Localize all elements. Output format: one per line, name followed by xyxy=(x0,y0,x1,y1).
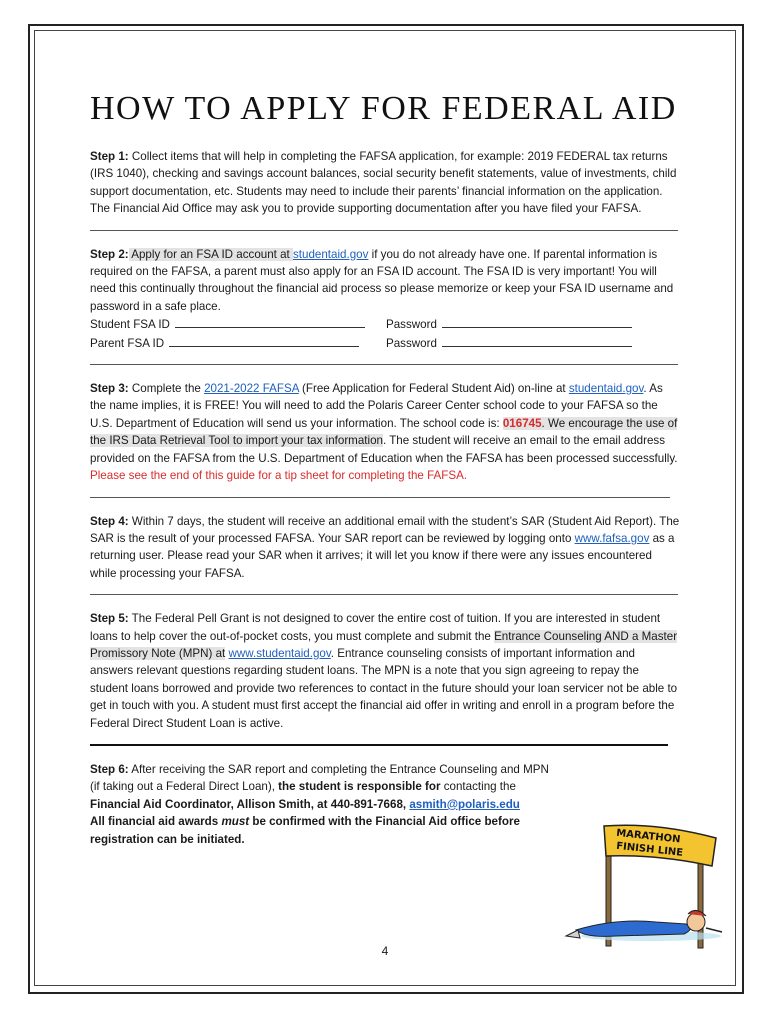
step-6-bold-d: be confirmed with the Financial Aid office before registration can be initiated. xyxy=(90,815,520,846)
step-3-text-a: Complete the xyxy=(128,382,205,396)
step-3-text-d: . We encourage the use of the IRS Data Retrieval Tool to import your tax information xyxy=(90,416,678,448)
student-password-label: Password xyxy=(386,318,437,332)
step-4-paragraph xyxy=(90,513,680,583)
banner-text-2: FINISH LINE xyxy=(615,840,684,859)
student-fsa-id-field[interactable] xyxy=(90,315,386,333)
parent-id-row xyxy=(90,334,680,352)
marathon-finish-line-illustration xyxy=(556,818,726,950)
student-fsa-id-blank[interactable] xyxy=(175,315,365,328)
student-fsa-id-label: Student FSA ID xyxy=(90,318,170,332)
separator-line-thick xyxy=(90,744,668,746)
step-2-paragraph xyxy=(90,246,680,316)
student-id-row xyxy=(90,315,680,333)
step-6-label: Step 6: xyxy=(90,762,129,776)
coordinator-contact: Financial Aid Coordinator, Allison Smith, at 440-891-7668, xyxy=(90,797,410,811)
step-2-text-a: Apply for an FSA ID account at xyxy=(128,247,293,261)
tip-sheet-note: Please see the end of this guide for a tip sheet for completing the FAFSA. xyxy=(90,469,468,483)
step-1-paragraph xyxy=(90,148,680,218)
step-6-text-a: After receiving the SAR report and completing the Entrance Counseling and MPN (if taking out a Federal Direct Loan), xyxy=(90,762,549,794)
step-6-must: must xyxy=(221,815,250,829)
step-3-text-b: (Free Application for Federal Student Aid) on-line at xyxy=(298,382,569,396)
page-number: 4 xyxy=(381,944,389,958)
runner-shoe xyxy=(566,930,580,938)
step-2-label: Step 2: xyxy=(90,247,129,261)
step-5-paragraph xyxy=(90,610,680,732)
fafsa-link[interactable]: 2021-2022 FAFSA xyxy=(204,382,299,396)
parent-fsa-id-label: Parent FSA ID xyxy=(90,336,165,350)
parent-password-blank[interactable] xyxy=(442,334,632,347)
separator-line xyxy=(90,497,670,498)
step-6-block xyxy=(90,761,550,848)
www-studentaid-link[interactable]: www.studentaid.gov xyxy=(228,646,331,660)
parent-password-label: Password xyxy=(386,336,437,350)
step-5-label: Step 5: xyxy=(90,612,129,626)
step-1-label: Step 1: xyxy=(90,150,129,163)
parent-password-field[interactable] xyxy=(386,334,632,352)
step-6-bold-c: All financial aid awards xyxy=(90,815,222,829)
step-6-text-b: contacting the xyxy=(440,780,516,794)
student-password-blank[interactable] xyxy=(442,315,632,328)
step-6-bold-a: the student is responsible for xyxy=(278,780,441,794)
runner-arm xyxy=(706,928,722,932)
coordinator-email-link[interactable]: asmith@polaris.edu xyxy=(409,797,520,811)
entrance-counseling-highlight: Entrance Counseling AND a Master Promissory Note (MPN) at xyxy=(90,629,678,660)
step-1-text: Collect items that will help in completing the FAFSA application, for example: 2019 FEDERAL tax returns (IRS 1040), checking and savings account balances, social security benefit statements, value of investments, child support documentation, etc. Students may need to include their parents’ financial information on the application. The Financial Aid Office may ask you to provide supporting documentation after you have filed your FAFSA. xyxy=(90,150,677,216)
step-4-text-a: Within 7 days, the student will receive an additional email with the student’s SAR (Student Aid Report). The SAR is the result of your processed FAFSA. Your SAR report can be reviewed by logging onto xyxy=(90,514,680,545)
step-2-text-b: if you do not already have one. If parental information is required on the FAFSA, a parent must also apply for an FSA ID account. The FSA ID is very important! You will need this continually throughout the financial aid process so please memorize or keep your FSA ID username and password in a safe place. xyxy=(90,247,674,313)
step-5-text-c: . Entrance counseling consists of important information and answers relevant questions regarding student loans. The MPN is a note that you sign agreeing to repay the student loans borrowed and provide two references to contact in the future should your loan servicer not be able to get in touch with you. A student must first accept the financial aid offer in writing and enroll in a program before the Federal Direct Student Loan is active. xyxy=(90,646,678,730)
fafsa-gov-link[interactable]: www.fafsa.gov xyxy=(574,531,650,545)
instructions-body xyxy=(90,148,680,848)
studentaid-link[interactable]: studentaid.gov xyxy=(568,382,644,396)
runner-head xyxy=(687,913,705,931)
student-password-field[interactable] xyxy=(386,315,632,333)
studentaid-link[interactable]: studentaid.gov xyxy=(293,247,369,261)
parent-fsa-id-blank[interactable] xyxy=(169,334,359,347)
step-3-label: Step 3: xyxy=(90,382,129,396)
step-4-label: Step 4: xyxy=(90,514,129,528)
step-3-text-e: . The student will receive an email to the email address provided on the FAFSA from the U.S. Department of Education when the FAFSA has been processed successfully. xyxy=(90,434,678,465)
step-3-paragraph xyxy=(90,380,680,484)
step-5-text-a: The Federal Pell Grant is not designed to cover the entire cost of tuition. If you are interested in student loans to help cover the out-of-pocket costs, you must complete and submit the xyxy=(90,612,661,643)
page-title: HOW TO APPLY FOR FEDERAL AID xyxy=(90,90,677,127)
banner-text-1: MARATHON xyxy=(615,827,681,846)
separator-line xyxy=(90,594,678,595)
separator-line xyxy=(90,230,678,231)
separator-line xyxy=(90,364,678,365)
step-3-text-c: . As the name implies, it is FREE! You will need to add the Polaris Career Center school code to your FAFSA so the U.S. Department of Education will send us your information. The school code is: xyxy=(90,382,663,430)
school-code: 016745 xyxy=(502,416,542,430)
step-6-confirmation xyxy=(90,813,550,848)
step-4-text-b: as a returning user. Please read your SAR when it arrives; it will let you know if there were any issues encountered while processing your FAFSA. xyxy=(90,531,675,580)
runner-body xyxy=(576,921,691,936)
step-6-paragraph xyxy=(90,761,550,813)
parent-fsa-id-field[interactable] xyxy=(90,334,386,352)
